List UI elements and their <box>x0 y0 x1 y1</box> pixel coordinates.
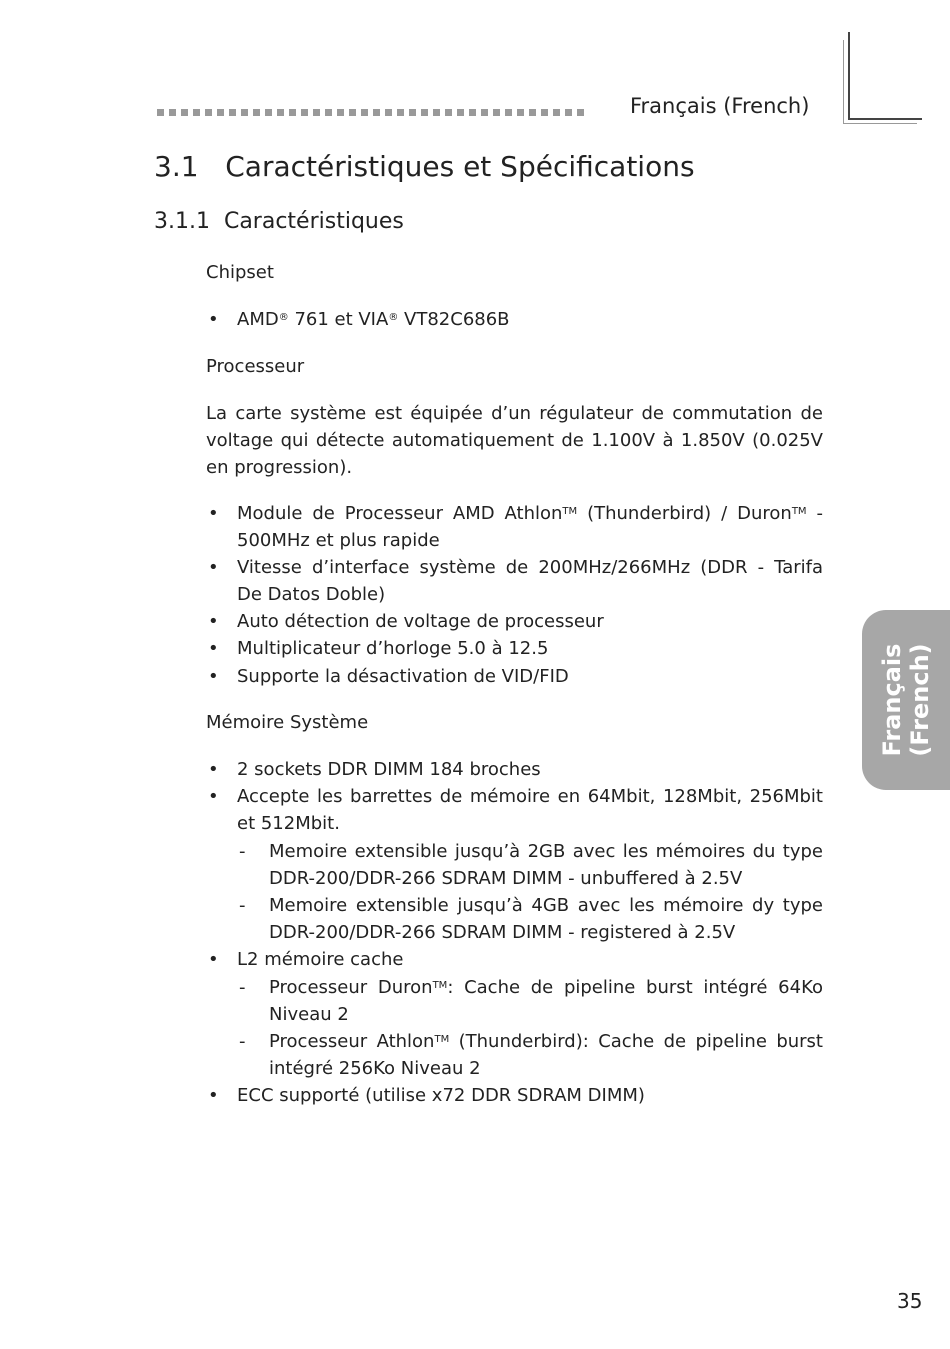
processor-item-module: Module de Processeur AMD Athlon™ (Thunderbird) / Duron™ - 500MHz et plus rapide <box>237 503 824 551</box>
subsection-title: 3.1.1 Caractéristiques <box>154 209 404 234</box>
chipset-item: AMD® 761 et VIA® VT82C686B <box>237 309 510 330</box>
corner-mark-shadow-horizontal <box>843 123 917 124</box>
header-dotted-rule <box>157 109 584 116</box>
page-number: 35 <box>897 1289 923 1313</box>
processor-description: La carte système est équipée d’un régulateur de commutation de voltage qui détecte automatiquement de 1.100V à 1.850V (0.025V en progression). <box>206 403 823 478</box>
memory-item-unbuffered: Memoire extensible jusqu’à 2GB avec les mémoires du type DDR-200/DDR-266 SDRAM DIMM - unbuffered à 2.5V <box>269 841 823 889</box>
memory-item-l2cache: L2 mémoire cache <box>237 949 404 970</box>
chipset-heading: Chipset <box>206 262 274 283</box>
corner-mark-shadow-vertical <box>843 40 844 124</box>
side-tab-label: Français (French) <box>878 643 934 757</box>
memory-item-sockets: 2 sockets DDR DIMM 184 broches <box>237 759 541 780</box>
corner-mark-horizontal <box>848 118 922 120</box>
memory-heading: Mémoire Système <box>206 712 369 733</box>
processor-heading: Processeur <box>206 356 305 377</box>
memory-item-modules: Accepte les barrettes de mémoire en 64Mbit, 128Mbit, 256Mbit et 512Mbit. <box>237 786 823 834</box>
bullet-glyph: • <box>208 309 219 330</box>
processor-item-vidfid: Supporte la désactivation de VID/FID <box>237 666 569 687</box>
section-title: 3.1 Caractéristiques et Spécifications <box>154 150 695 183</box>
memory-item-ecc: ECC supporté (utilise x72 DDR SDRAM DIMM) <box>237 1085 645 1106</box>
memory-item-athlon-cache: Processeur Athlon™ (Thunderbird): Cache de pipeline burst intégré 256Ko Niveau 2 <box>269 1031 823 1079</box>
corner-mark-vertical <box>848 32 850 120</box>
memory-item-duron-cache: Processeur Duron™: Cache de pipeline burst intégré 64Ko Niveau 2 <box>269 977 823 1025</box>
processor-item-autodetect: Auto détection de voltage de processeur <box>237 611 604 632</box>
processor-item-bus: Vitesse d’interface système de 200MHz/266MHz (DDR - Tarifa De Datos Doble) <box>237 557 823 605</box>
header-language: Français (French) <box>630 94 810 118</box>
memory-item-registered: Memoire extensible jusqu’à 4GB avec les mémoire dy type DDR-200/DDR-266 SDRAM DIMM - registered à 2.5V <box>269 895 823 943</box>
processor-item-multiplier: Multiplicateur d’horloge 5.0 à 12.5 <box>237 638 549 659</box>
side-language-tab <box>862 610 950 790</box>
